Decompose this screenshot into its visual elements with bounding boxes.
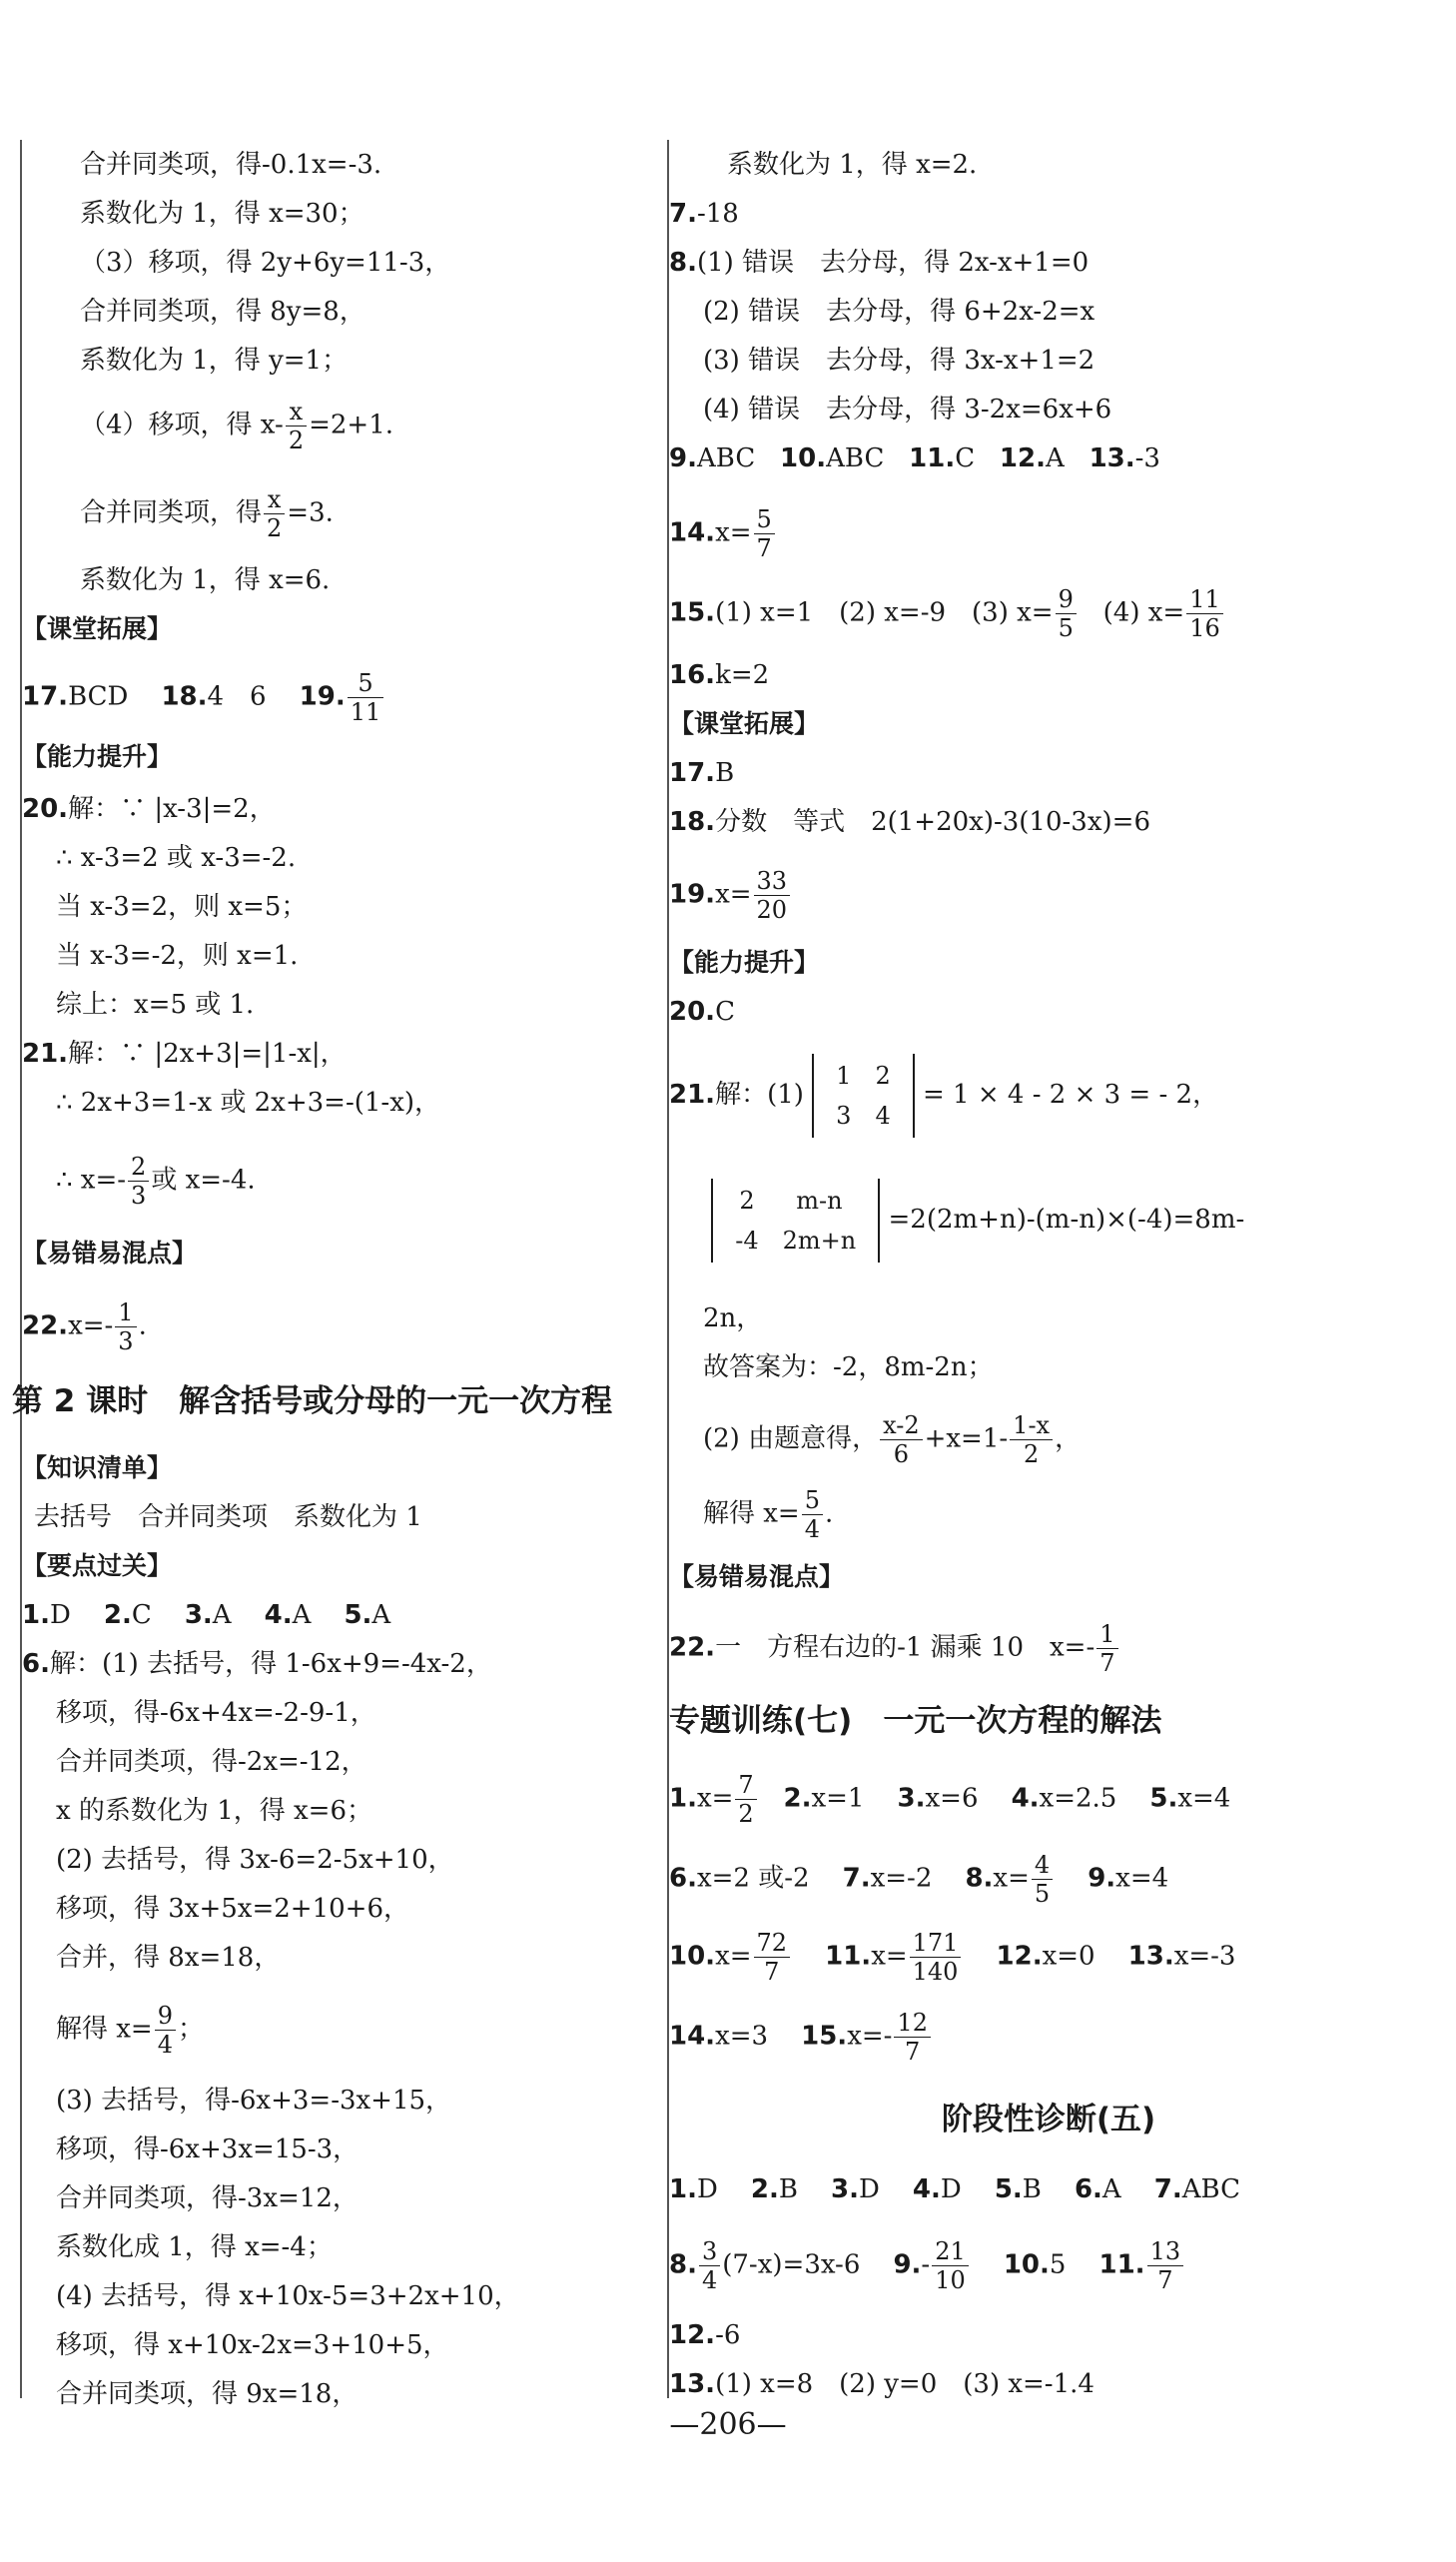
fraction: $\frac{9}{4}$ <box>155 2002 176 2059</box>
fraction: $\frac{21}{10}$ <box>932 2237 969 2294</box>
text-line: 移项，得-6x+4x=-2-9-1， <box>56 1698 376 1728</box>
fraction: $\frac{2}{3}$ <box>128 1153 149 1210</box>
answer-row: 10.x= $\frac{72}{7}$ 11.x= $\frac{171}{140}$ 12.x=0 13.x=-3 <box>669 1929 1236 1986</box>
answer-row: 12.-6 <box>669 2320 741 2350</box>
text-line: ∴ x-3=2 或 x-3=-2. <box>56 843 297 873</box>
answer-row: 1.D 2.C 3.A 4.A 5.A <box>22 1600 391 1630</box>
left-column <box>12 140 673 2409</box>
fraction: $\frac{x}{2}$ <box>286 398 307 454</box>
answer-row: 13.(1) x=8 (2) y=0 (3) x=-1.4 <box>669 2369 1094 2399</box>
fraction: $\frac{33}{20}$ <box>754 867 791 924</box>
section-label-ketang: 【课堂拓展】 <box>669 709 820 738</box>
fraction: $\frac{72}{7}$ <box>754 1929 791 1986</box>
answer-row: 16.k=2 <box>669 660 770 690</box>
fraction: $\frac{3}{4}$ <box>699 2237 720 2294</box>
text-line: 解得 x= $\frac{9}{4}$ ； <box>56 2002 205 2059</box>
section-label-nengli: 【能力提升】 <box>669 948 820 977</box>
fraction: $\frac{5}{7}$ <box>754 505 775 562</box>
text-line: (2) 去括号，得 3x-6=2-5x+10， <box>56 1845 454 1875</box>
text-line: (4) 去括号，得 x+10x-5=3+2x+10， <box>56 2281 520 2311</box>
text-line: 合并同类项，得-3x=12， <box>56 2183 359 2213</box>
text-line: (3) 去括号，得-6x+3=-3x+15， <box>56 2086 452 2116</box>
answer-row: 17.BCD 18.4 6 19. $\frac{5}{11}$ <box>22 669 385 726</box>
text-line: 21.解：∵ |2x+3|=|1-x|， <box>22 1039 347 1069</box>
answer-row: 1.D 2.B 3.D 4.D 5.B 6.A 7.ABC <box>669 2174 1240 2204</box>
section-label-ketang: 【课堂拓展】 <box>22 614 173 643</box>
fraction: $\frac{x}{2}$ <box>264 485 285 542</box>
text-line: 2 m-n -4 2m+n =2(2m+n)-(m-n)×(-4)=8m- <box>669 1179 1244 1263</box>
text-line: 合并同类项，得 9x=18， <box>56 2379 359 2409</box>
section-heading: 第 2 课时 解含括号或分母的一元一次方程 <box>12 1383 613 1419</box>
text-line: 系数化为 1，得 x=6. <box>80 565 331 595</box>
fraction: $\frac{5}{11}$ <box>348 669 384 726</box>
text-line: 合并同类项，得-2x=-12， <box>56 1747 367 1777</box>
answer-row: 17.B <box>669 758 735 788</box>
fraction: $\frac{1}{7}$ <box>1096 1620 1117 1677</box>
text-line: 当 x-3=2，则 x=5； <box>56 892 308 922</box>
text-line: 系数化为 1，得 x=2. <box>727 150 978 180</box>
text-line: ∴ 2x+3=1-x 或 2x+3=-(1-x)， <box>56 1088 441 1118</box>
page-number: —206— <box>669 2407 787 2442</box>
fraction: $\frac{1}{3}$ <box>115 1298 136 1355</box>
text-line: 合并同类项，得-0.1x=-3. <box>80 150 382 180</box>
text-line: 2n， <box>703 1303 763 1333</box>
answer-row: 22.x=- $\frac{1}{3}$ . <box>22 1298 147 1355</box>
text-line: (2) 错误 去分母，得 6+2x-2=x <box>703 297 1095 327</box>
text-line: 移项，得-6x+3x=15-3， <box>56 2135 360 2164</box>
determinant: 1 2 3 4 <box>812 1054 915 1138</box>
text-line: 合并同类项，得 $\frac{x}{2}$ =3. <box>80 485 334 542</box>
fraction: $\frac{9}{5}$ <box>1056 585 1077 642</box>
text-line: （4）移项，得 x- $\frac{x}{2}$ =2+1. <box>80 398 394 454</box>
text-line: x 的系数化为 1，得 x=6； <box>56 1796 372 1826</box>
text-line: （3）移项，得 2y+6y=11-3， <box>80 248 451 278</box>
fraction: $\frac{x-2}{6}$ <box>880 1411 923 1468</box>
section-label-yicuo: 【易错易混点】 <box>22 1239 198 1268</box>
text-line: 解得 x= $\frac{5}{4}$ . <box>703 1486 834 1543</box>
section-label-nengli: 【能力提升】 <box>22 742 173 771</box>
answer-row: 18.分数 等式 2(1+20x)-3(10-3x)=6 <box>669 807 1150 837</box>
text-line: 移项，得 x+10x-2x=3+10+5， <box>56 2330 449 2360</box>
fraction: $\frac{5}{4}$ <box>802 1486 823 1543</box>
fraction: $\frac{171}{140}$ <box>910 1929 962 1986</box>
text-line: 移项，得 3x+5x=2+10+6， <box>56 1894 409 1924</box>
text-line: 6.解：(1) 去括号，得 1-6x+9=-4x-2， <box>22 1649 492 1679</box>
text-line: 系数化为 1，得 x=30； <box>80 199 364 229</box>
right-column <box>667 140 1442 2398</box>
text-line: (4) 错误 去分母，得 3-2x=6x+6 <box>703 395 1112 425</box>
text-line: ∴ x=- $\frac{2}{3}$ 或 x=-4. <box>56 1153 256 1210</box>
text-line: 合并同类项，得 8y=8， <box>80 297 365 327</box>
determinant: 2 m-n -4 2m+n <box>711 1179 880 1263</box>
fraction: $\frac{1-x}{2}$ <box>1010 1411 1053 1468</box>
fraction: $\frac{4}{5}$ <box>1032 1851 1053 1908</box>
text-line: 系数化为 1，得 y=1； <box>80 346 349 376</box>
answer-row: 7.-18 <box>669 199 739 229</box>
answer-row: 1.x= $\frac{7}{2}$ 2.x=1 3.x=6 4.x=2.5 5.x=4 <box>669 1771 1231 1828</box>
fraction: $\frac{7}{2}$ <box>735 1771 756 1828</box>
text-line: 合并，得 8x=18， <box>56 1943 281 1973</box>
fraction: $\frac{11}{16}$ <box>1186 585 1223 642</box>
answer-row: 22.一 方程右边的-1 漏乘 10 x=- $\frac{1}{7}$ <box>669 1620 1120 1677</box>
text-line: 8.(1) 错误 去分母，得 2x-x+1=0 <box>669 248 1090 278</box>
answer-row: 14.x=3 15.x=- $\frac{12}{7}$ <box>669 2009 933 2066</box>
text-line: 综上：x=5 或 1. <box>56 990 255 1020</box>
section-label-yaodian: 【要点过关】 <box>22 1551 173 1580</box>
text-line: 故答案为：-2，8m-2n； <box>703 1352 994 1382</box>
answer-row: 15.(1) x=1 (2) x=-9 (3) x= $\frac{9}{5}$ (4) x= $\frac{11}{16}$ <box>669 585 1225 642</box>
text-line: (3) 错误 去分母，得 3x-x+1=2 <box>703 346 1095 376</box>
section-heading: 专题训练(七) 一元一次方程的解法 <box>669 1703 1162 1739</box>
answer-row: 20.C <box>669 997 735 1027</box>
text-line: 系数化成 1，得 x=-4； <box>56 2232 333 2262</box>
answer-row: 8. $\frac{3}{4}$ (7-x)=3x-6 9.- $\frac{21}{10}$ 10.5 11. $\frac{13}{7}$ <box>669 2237 1185 2294</box>
text-line: (2) 由题意得， $\frac{x-2}{6}$ +x=1- $\frac{1-x}{2}$ ， <box>703 1411 1082 1468</box>
text-line: 20.解：∵ |x-3|=2， <box>22 794 276 824</box>
fraction: $\frac{12}{7}$ <box>894 2009 931 2066</box>
text-line: 21.解：(1) 1 2 3 4 = 1 × 4 - 2 × 3 = - 2， <box>669 1054 1218 1138</box>
answer-row: 9.ABC 10.ABC 11.C 12.A 13.-3 <box>669 443 1160 473</box>
fraction: $\frac{13}{7}$ <box>1147 2237 1184 2294</box>
answer-row: 6.x=2 或-2 7.x=-2 8.x= $\frac{4}{5}$ 9.x=4 <box>669 1851 1169 1908</box>
section-label-yicuo: 【易错易混点】 <box>669 1562 845 1591</box>
answer-row: 19.x= $\frac{33}{20}$ <box>669 867 792 924</box>
section-label-zhishi: 【知识清单】 <box>22 1453 173 1482</box>
section-heading: 阶段性诊断(五) <box>941 2102 1156 2137</box>
text-line: 当 x-3=-2，则 x=1. <box>56 941 299 971</box>
answer-row: 14.x= $\frac{5}{7}$ <box>669 505 777 562</box>
text-line: 去括号 合并同类项 系数化为 1 <box>34 1502 422 1532</box>
